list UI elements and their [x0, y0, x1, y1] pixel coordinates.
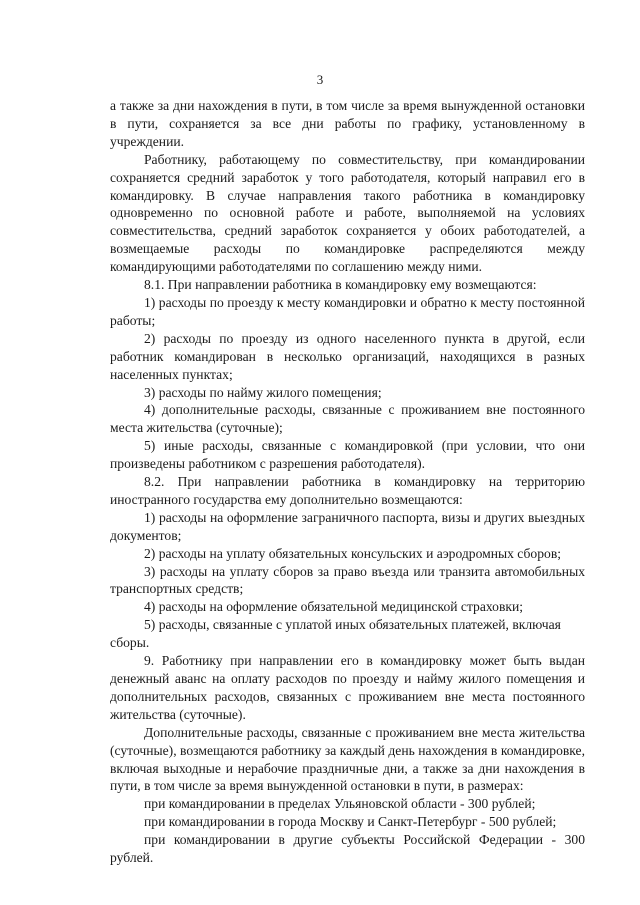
- paragraph-8-1: 8.1. При направлении работника в командировку ему возмещаются:: [144, 277, 537, 293]
- paragraph-per-diem: Дополнительные расходы, связанные с проживанием вне места жительства (суточные), возмещаются работнику за каждый день нахождения в командировке, включая выходные и нерабочие праздничные дни, а также за дни нахождения в пути, в том числе за время вынужденной остановки в пути, в размерах:: [110, 724, 585, 794]
- list-item-8-2-3: 3) расходы на уплату сборов за право въезда или транзита автомобильных транспортных средств;: [110, 563, 585, 597]
- page-number: 3: [316, 72, 324, 87]
- list-item-8-1-4: 4) дополнительные расходы, связанные с проживанием вне постоянного места жительства (суточные);: [110, 402, 585, 436]
- list-item-8-2-2: 2) расходы на уплату обязательных консульских и аэродромных сборов;: [144, 545, 562, 561]
- paragraph-continuation: а также за дни нахождения в пути, в том числе за время вынужденной остановки в пути, сохраняется за все дни работы по графику, установленному в учреждении.: [110, 98, 585, 149]
- rate-ulyanovsk-region: при командировании в пределах Ульяновской области - 300 рублей;: [144, 796, 536, 812]
- list-item-8-1-1: 1) расходы по проезду к месту командировки и обратно к месту постоянной работы;: [110, 294, 585, 328]
- paragraph-8-2: 8.2. При направлении работника в командировку на территорию иностранного государства ему дополнительно возмещаются:: [110, 474, 585, 507]
- list-item-8-2-5: 5) расходы, связанные с уплатой иных обязательных платежей, включая сборы.: [110, 617, 561, 651]
- paragraph-part-time-workers: Работнику, работающему по совместительству, при командировании сохраняется средний заработок у того работодателя, который направил его в командировку. В случае направления такого работника в командировку одновременно по основной работе и работе, выполняемой на условиях совместительства, средний заработок сохраняется у обоих работодателей, а возмещаемые расходы по командировке распределяются между командирующими работодателями по соглашению между ними.: [110, 151, 585, 275]
- list-item-8-1-5: 5) иные расходы, связанные с командировкой (при условии, что они произведены работником с разрешения работодателя).: [110, 438, 585, 472]
- list-item-8-1-3: 3) расходы по найму жилого помещения;: [144, 384, 382, 400]
- paragraph-9: 9. Работнику при направлении его в командировку может быть выдан денежный аванс на оплату расходов по проезду и найму жилого помещения и дополнительных расходов, связанных с проживанием вне места постоянного жительства (суточные).: [110, 653, 585, 722]
- document-body: [110, 97, 585, 867]
- list-item-8-1-2: 2) расходы по проезду из одного населенного пункта в другой, если работник командирован в несколько организаций, находящихся в разных населенных пунктах;: [110, 330, 585, 382]
- list-item-8-2-1: 1) расходы на оформление заграничного паспорта, визы и других выездных документов;: [110, 509, 585, 543]
- rate-moscow-spb: при командировании в города Москву и Санкт-Петербург - 500 рублей;: [144, 814, 557, 830]
- list-item-8-2-4: 4) расходы на оформление обязательной медицинской страховки;: [144, 599, 524, 615]
- rate-other-regions: при командировании в другие субъекты Российской Федерации - 300 рублей.: [110, 832, 585, 866]
